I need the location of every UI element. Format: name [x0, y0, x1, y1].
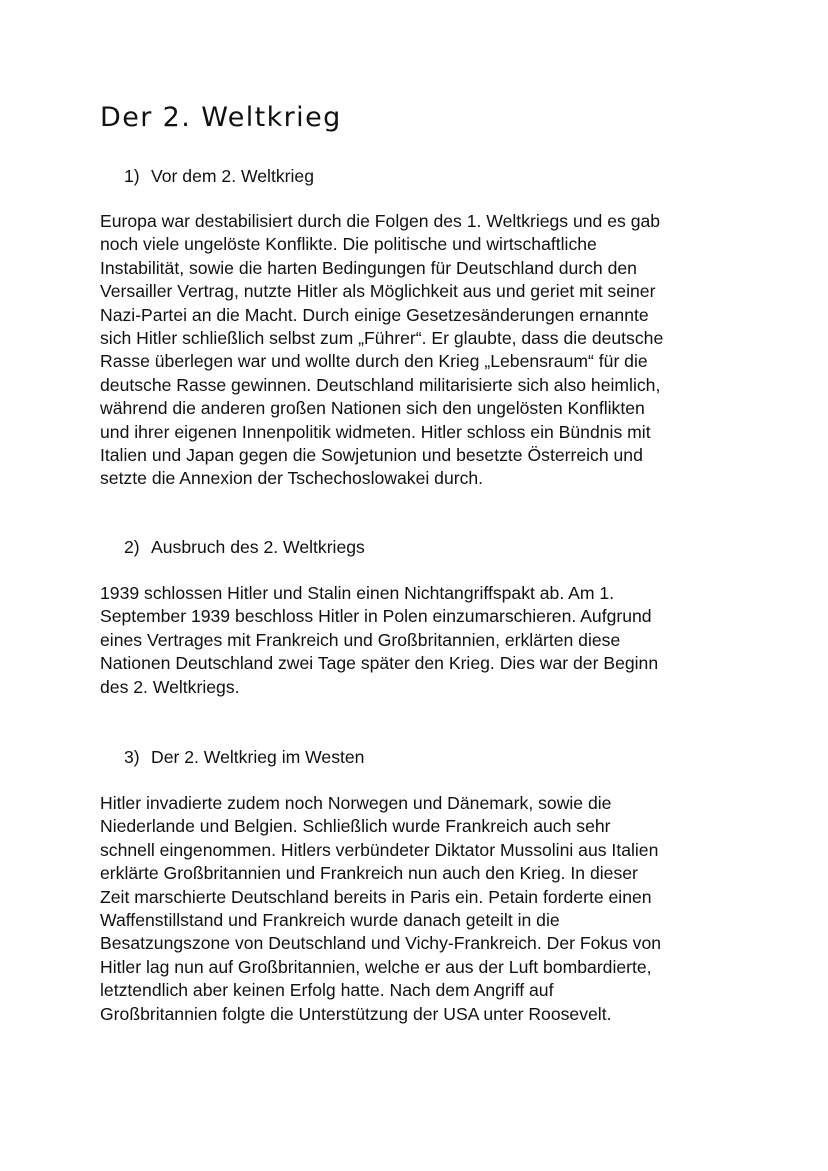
paragraph-line: Hitler lag nun auf Großbritannien, welche er aus der Luft bombardierte, [100, 956, 652, 977]
section-heading-text: Ausbruch des 2. Weltkriegs [151, 536, 365, 557]
section-heading-1 [100, 164, 750, 188]
section-paragraph-1 [100, 210, 750, 491]
paragraph-line: Zeit marschierte Deutschland bereits in Paris ein. Petain forderte einen [100, 886, 652, 907]
paragraph-line: letztendlich aber keinen Erfolg hatte. Nach dem Angriff auf [100, 980, 554, 1001]
paragraph-line: Europa war destabilisiert durch die Folgen des 1. Weltkriegs und es gab [100, 211, 661, 231]
document-page [100, 96, 750, 1026]
paragraph-line: des 2. Weltkriegs. [100, 676, 240, 697]
paragraph-line: erklärte Großbritannien und Frankreich nun auch den Krieg. In dieser [100, 863, 638, 884]
section-number: 1) [124, 166, 140, 186]
section-number: 2) [124, 536, 140, 557]
paragraph-line: noch viele ungelöste Konflikte. Die politische und wirtschaftliche [100, 234, 597, 255]
paragraph-line: Niederlande und Belgien. Schließlich wurde Frankreich auch sehr [100, 816, 611, 837]
paragraph-line: Versailler Vertrag, nutzte Hitler als Möglichkeit aus und geriet mit seiner [100, 281, 656, 302]
paragraph-line: eines Vertrages mit Frankreich und Großbritannien, erklärten diese [100, 629, 621, 650]
paragraph-line: Instabilität, sowie die harten Bedingungen für Deutschland durch den [100, 257, 637, 278]
paragraph-line: Großbritannien folgte die Unterstützung der USA unter Roosevelt. [100, 1003, 612, 1024]
section-heading-text: Vor dem 2. Weltkrieg [151, 166, 314, 186]
section-heading-3 [100, 745, 750, 769]
paragraph-line: Waffenstillstand und Frankreich wurde danach geteilt in die [100, 909, 560, 930]
paragraph-line: während die anderen großen Nationen sich den ungelösten Konflikten [100, 398, 645, 419]
paragraph-line: Besatzungszone von Deutschland und Vichy-Frankreich. Der Fokus von [100, 933, 662, 954]
paragraph-line: Nationen Deutschland zwei Tage später den Krieg. Dies war der Beginn [100, 653, 659, 674]
document-title: Der 2. Weltkrieg [100, 102, 342, 133]
paragraph-line: September 1939 beschloss Hitler in Polen einzumarschieren. Aufgrund [100, 606, 652, 627]
paragraph-line: 1939 schlossen Hitler und Stalin einen Nichtangriffspakt ab. Am 1. [100, 582, 615, 603]
section-heading-2 [100, 535, 750, 559]
section-paragraph-2 [100, 582, 750, 699]
section-heading-text: Der 2. Weltkrieg im Westen [151, 746, 365, 767]
paragraph-line: Hitler invadierte zudem noch Norwegen und Dänemark, sowie die [100, 792, 612, 813]
section-number: 3) [124, 746, 140, 767]
paragraph-line: Italien und Japan gegen die Sowjetunion und besetzte Österreich und [100, 445, 643, 466]
paragraph-line: sich Hitler schließlich selbst zum „Führer“. Er glaubte, dass die deutsche [100, 328, 664, 349]
paragraph-line: Rasse überlegen war und wollte durch den Krieg „Lebensraum“ für die [100, 351, 648, 372]
section-paragraph-3 [100, 792, 750, 1026]
paragraph-line: Nazi-Partei an die Macht. Durch einige Gesetzesänderungen ernannte [100, 304, 649, 325]
paragraph-line: setzte die Annexion der Tschechoslowakei durch. [100, 468, 484, 489]
paragraph-line: und ihrer eigenen Innenpolitik widmeten. Hitler schloss ein Bündnis mit [100, 421, 651, 442]
paragraph-line: schnell eingenommen. Hitlers verbündeter Diktator Mussolini aus Italien [100, 839, 659, 860]
paragraph-line: deutsche Rasse gewinnen. Deutschland militarisierte sich also heimlich, [100, 374, 661, 395]
